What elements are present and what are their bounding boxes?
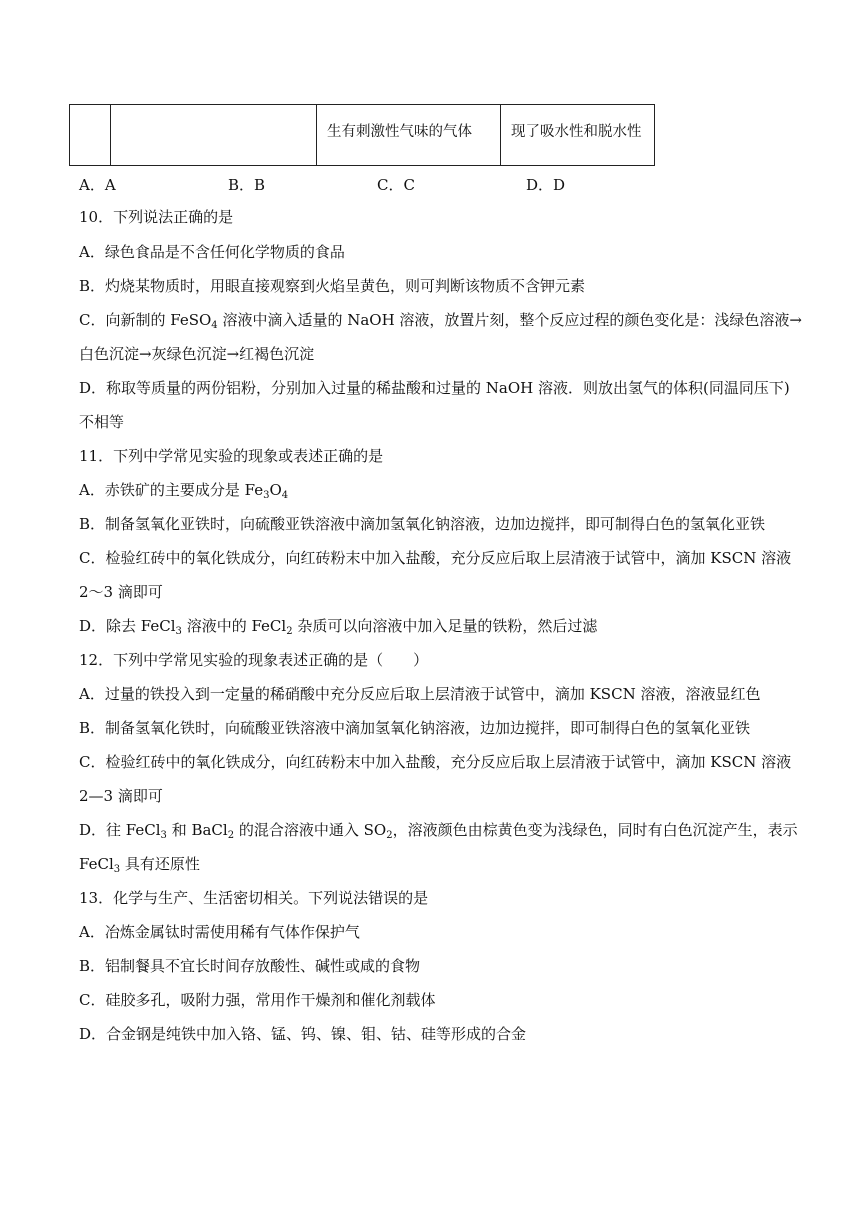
table-row bbox=[70, 105, 655, 166]
q10-option-c: C．向新制的 FeSO$_4$ 溶液中滴入适量的 NaOH 溶液，放置片刻，整个反应过程的颜色变化是：浅绿色溶液→ bbox=[79, 311, 802, 331]
q11-option-d: D．除去 FeCl$_3$ 溶液中的 FeCl$_2$ 杂质可以向溶液中加入足量的铁粉，然后过滤 bbox=[79, 617, 598, 637]
table-cell bbox=[70, 105, 111, 166]
q11-option-c: C．检验红砖中的氧化铁成分，向红砖粉末中加入盐酸，充分反应后取上层清液于试管中，滴加 KSCN 溶液 bbox=[79, 549, 792, 567]
answer-table-fragment bbox=[69, 104, 655, 166]
q11-option-b: B．制备氢氧化亚铁时，向硫酸亚铁溶液中滴加氢氧化钠溶液，边加边搅拌，即可制得白色的氢氧化亚铁 bbox=[79, 515, 766, 533]
table-cell-text bbox=[70, 105, 110, 120]
q9-option-c: C．C bbox=[377, 176, 415, 194]
q12-option-d-cont: FeCl$_3$ 具有还原性 bbox=[79, 855, 200, 875]
q13-option-c: C．硅胶多孔，吸附力强，常用作干燥剂和催化剂载体 bbox=[79, 991, 436, 1009]
q13-option-b: B．铝制餐具不宜长时间存放酸性、碱性或咸的食物 bbox=[79, 957, 421, 975]
q10-option-d: D．称取等质量的两份铝粉，分别加入过量的稀盐酸和过量的 NaOH 溶液．则放出氢气的体积(同温同压下) bbox=[79, 379, 790, 397]
q11-stem: 11．下列中学常见实验的现象或表述正确的是 bbox=[79, 447, 384, 465]
table-cell-text: 生有刺激性气味的气体 bbox=[327, 124, 472, 140]
q13-stem: 13．化学与生产、生活密切相关。下列说法错误的是 bbox=[79, 889, 429, 907]
q10-stem: 10．下列说法正确的是 bbox=[79, 208, 234, 226]
q13-option-a: A．冶炼金属钛时需使用稀有气体作保护气 bbox=[79, 923, 360, 941]
table-cell-text bbox=[111, 105, 316, 120]
q12-option-b: B．制备氢氧化铁时，向硫酸亚铁溶液中滴加氢氧化钠溶液，边加边搅拌，即可制得白色的氢氧化亚铁 bbox=[79, 719, 751, 737]
q12-stem: 12．下列中学常见实验的现象表述正确的是（ ） bbox=[79, 651, 429, 669]
q9-option-b: B．B bbox=[228, 176, 266, 194]
table-cell bbox=[501, 105, 655, 166]
table-cell bbox=[111, 105, 317, 166]
table-cell-text: 现了吸水性和脱水性 bbox=[511, 124, 642, 140]
q12-option-c: C．检验红砖中的氧化铁成分，向红砖粉末中加入盐酸，充分反应后取上层清液于试管中，滴加 KSCN 溶液 bbox=[79, 753, 792, 771]
q11-option-c-cont: 2～3 滴即可 bbox=[79, 583, 163, 601]
q12-option-d: D．往 FeCl$_3$ 和 BaCl$_2$ 的混合溶液中通入 $SO_2$，溶液颜色由棕黄色变为浅绿色，同时有白色沉淀产生，表示 bbox=[79, 821, 798, 841]
q11-option-a: A．赤铁矿的主要成分是 $Fe_3O_4$ bbox=[79, 481, 289, 501]
q10-option-a: A．绿色食品是不含任何化学物质的食品 bbox=[79, 243, 345, 261]
q10-option-b: B．灼烧某物质时，用眼直接观察到火焰呈黄色，则可判断该物质不含钾元素 bbox=[79, 277, 586, 295]
q9-option-d: D．D bbox=[526, 176, 566, 194]
q13-option-d: D．合金钢是纯铁中加入铬、锰、钨、镍、钼、钴、硅等形成的合金 bbox=[79, 1025, 527, 1043]
q10-option-d-cont: 不相等 bbox=[79, 413, 125, 431]
q9-options bbox=[79, 174, 639, 194]
q10-option-c-cont: 白色沉淀→灰绿色沉淀→红褐色沉淀 bbox=[79, 345, 315, 363]
q9-option-a: A．A bbox=[79, 176, 116, 194]
table-cell bbox=[317, 105, 501, 166]
q12-option-c-cont: 2—3 滴即可 bbox=[79, 787, 163, 805]
q12-option-a: A．过量的铁投入到一定量的稀硝酸中充分反应后取上层清液于试管中，滴加 KSCN 溶液，溶液显红色 bbox=[79, 685, 761, 703]
